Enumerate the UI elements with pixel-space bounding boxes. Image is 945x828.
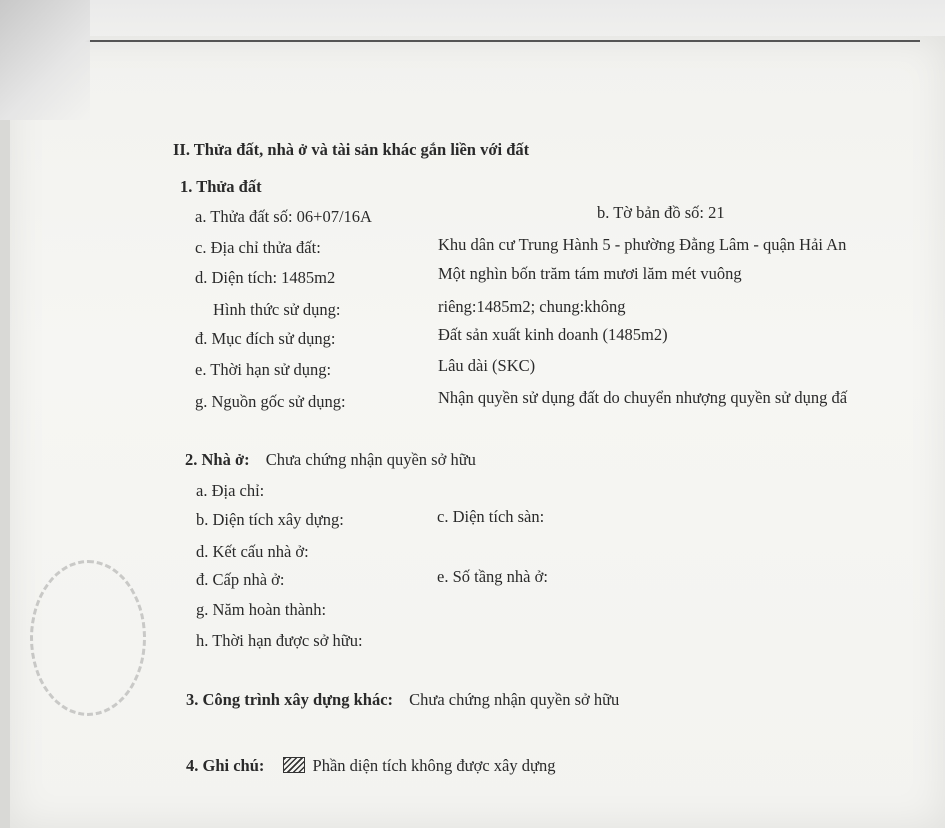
seal-stamp-icon — [30, 560, 146, 716]
land-parcel: a. Thửa đất số: 06+07/16A — [195, 207, 372, 226]
house-status: Chưa chứng nhận quyền sở hữu — [265, 450, 476, 469]
house-structure: d. Kết cấu nhà ở: — [196, 542, 309, 561]
house-floor-area: c. Diện tích sàn: — [437, 507, 545, 526]
land-heading: 1. Thửa đất — [180, 177, 262, 196]
note — [186, 756, 555, 776]
land-purpose-value: Đất sản xuất kinh doanh (1485m2) — [438, 325, 668, 344]
house-floors: e. Số tầng nhà ở: — [437, 567, 548, 586]
other-works — [186, 690, 619, 710]
top-strip — [0, 0, 945, 40]
land-address-label: c. Địa chỉ thửa đất: — [195, 238, 321, 257]
section-title: II. Thửa đất, nhà ở và tài sản khác gắn liền với đất — [173, 140, 530, 159]
land-origin-label: g. Nguồn gốc sử dụng: — [195, 392, 346, 411]
land-term-value: Lâu dài (SKC) — [438, 356, 536, 375]
note-text: Phần diện tích không được xây dựng — [312, 756, 556, 775]
note-heading: 4. Ghi chú: — [186, 756, 265, 775]
house-grade: đ. Cấp nhà ở: — [196, 570, 285, 589]
land-origin-value: Nhận quyền sử dụng đất do chuyển nhượng quyền sử dụng đấ — [438, 388, 848, 407]
land-area-label: d. Diện tích: 1485m2 — [195, 268, 336, 287]
land-area-value: Một nghìn bốn trăm tám mươi lăm mét vuông — [438, 264, 742, 283]
land-map-sheet: b. Tờ bản đồ số: 21 — [597, 203, 725, 222]
top-border-line — [50, 40, 920, 42]
house-heading — [185, 450, 476, 470]
house-heading-label: 2. Nhà ở: — [185, 450, 250, 469]
note-hatch-icon — [283, 757, 305, 773]
page-fold-corner — [0, 0, 90, 120]
land-address-value: Khu dân cư Trung Hành 5 - phường Đằng Lâm - quận Hải An — [438, 235, 847, 254]
land-usage-form-label: Hình thức sử dụng: — [213, 300, 341, 319]
other-works-heading: 3. Công trình xây dựng khác: — [186, 690, 394, 709]
house-address: a. Địa chỉ: — [196, 481, 265, 500]
house-build-area: b. Diện tích xây dựng: — [196, 510, 344, 529]
land-term-label: e. Thời hạn sử dụng: — [195, 360, 332, 379]
house-ownership-term: h. Thời hạn được sở hữu: — [196, 631, 363, 650]
land-usage-form-value: riêng:1485m2; chung:không — [438, 297, 626, 316]
other-works-status: Chưa chứng nhận quyền sở hữu — [409, 690, 620, 709]
house-completion-year: g. Năm hoàn thành: — [196, 600, 327, 619]
land-purpose-label: đ. Mục đích sử dụng: — [195, 329, 336, 348]
